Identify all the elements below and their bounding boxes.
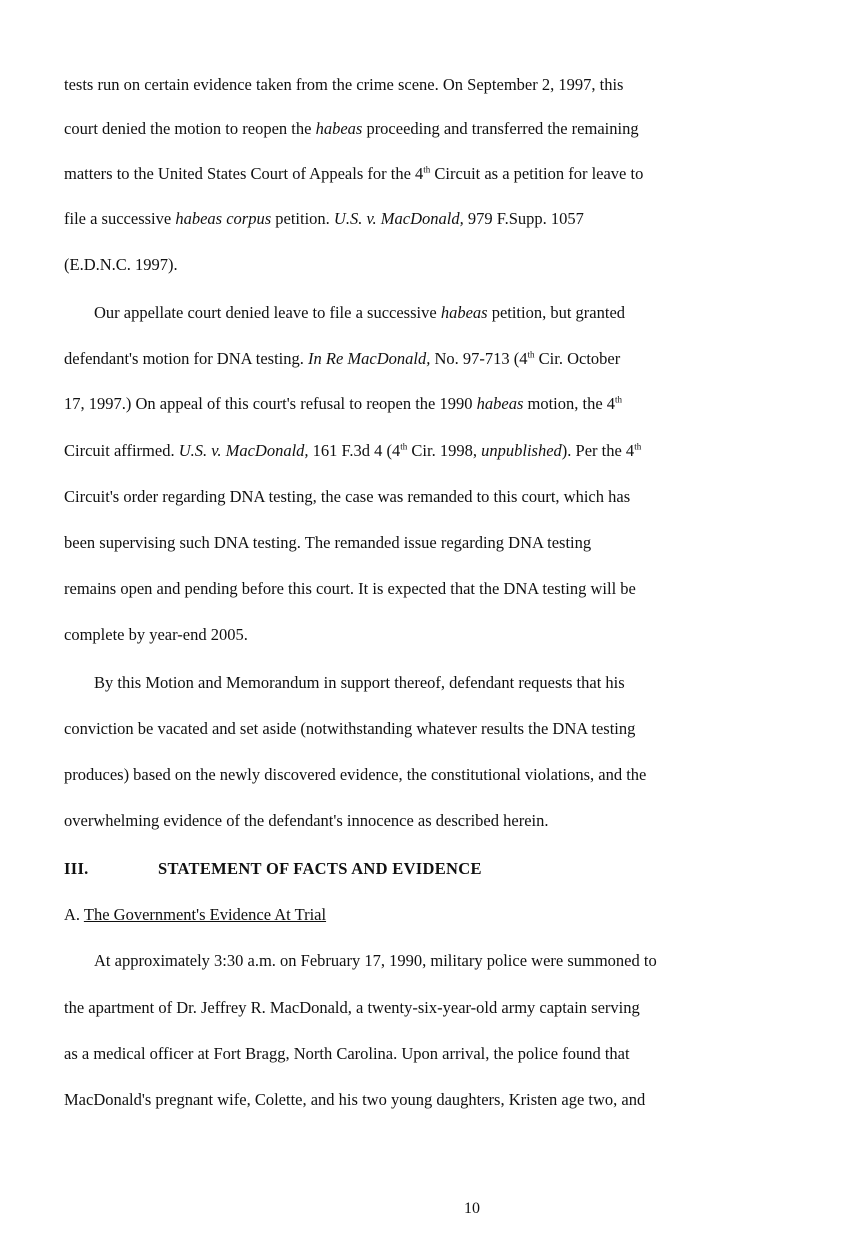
section-title: STATEMENT OF FACTS AND EVIDENCE	[158, 859, 482, 878]
text: court denied the motion to reopen the	[64, 119, 316, 138]
text: Circuit affirmed.	[64, 441, 179, 460]
text: tests run on certain evidence taken from the crime scene. On September 2, 1997, this	[64, 75, 624, 94]
italic-term: habeas	[440, 303, 488, 322]
text: the apartment of Dr. Jeffrey R. MacDonald, a twenty-six-year-old army captain serving	[64, 998, 640, 1017]
p2-line-1	[94, 302, 625, 324]
text: conviction be vacated and set aside (notwithstanding whatever results the DNA testing	[64, 719, 636, 738]
p2-line-7	[64, 578, 636, 600]
page-number: 10	[464, 1200, 480, 1217]
section-heading	[64, 858, 482, 880]
case-citation: U.S. v. MacDonald,	[333, 209, 464, 228]
ordinal-superscript: th	[423, 164, 431, 175]
text: overwhelming evidence of the defendant's innocence as described herein.	[64, 811, 549, 830]
p2-line-6	[64, 532, 591, 554]
text: remains open and pending before this court. It is expected that the DNA testing will be	[64, 579, 636, 598]
p1-line-5	[64, 254, 178, 276]
p4-line-1	[94, 950, 657, 972]
case-citation: In Re MacDonald,	[308, 349, 431, 368]
p1-line-3	[64, 163, 643, 185]
p3-line-1	[94, 672, 625, 694]
text: Our appellate court denied leave to file a successive	[94, 303, 441, 322]
subsection-letter: A.	[64, 905, 84, 924]
p1-line-2	[64, 118, 639, 140]
p1-line-1	[64, 74, 623, 96]
subsection-title: The Government's Evidence At Trial	[83, 905, 327, 924]
p3-line-3	[64, 764, 646, 786]
text: as a medical officer at Fort Bragg, North Carolina. Upon arrival, the police found that	[64, 1044, 630, 1063]
text: At approximately 3:30 a.m. on February 17, 1990, military police were summoned to	[94, 951, 657, 970]
text: Cir. 1998,	[407, 441, 482, 460]
p2-line-4	[64, 440, 641, 462]
text: been supervising such DNA testing. The remanded issue regarding DNA testing	[64, 533, 592, 552]
p2-line-2	[64, 348, 620, 370]
text: (E.D.N.C. 1997).	[64, 255, 178, 274]
ordinal-superscript: th	[527, 349, 535, 360]
text: petition.	[271, 209, 334, 228]
italic-term: habeas corpus	[175, 209, 272, 228]
text: 161 F.3d 4 (4	[308, 441, 401, 460]
ordinal-superscript: th	[634, 441, 642, 452]
text: Circuit as a petition for leave to	[430, 164, 644, 183]
italic-term: habeas	[476, 394, 524, 413]
ordinal-superscript: th	[615, 394, 623, 405]
p2-line-3	[64, 393, 622, 415]
text: 979 F.Supp. 1057	[463, 209, 584, 228]
text: file a successive	[64, 209, 176, 228]
text: No. 97-713 (4	[430, 349, 528, 368]
section-number: III.	[64, 859, 89, 878]
p4-line-2	[64, 997, 640, 1019]
text: 17, 1997.) On appeal of this court's refusal to reopen the 1990	[64, 394, 477, 413]
p2-line-5	[64, 486, 630, 508]
p3-line-4	[64, 810, 548, 832]
ordinal-superscript: th	[400, 441, 408, 452]
italic-term: unpublished	[481, 441, 562, 460]
text: MacDonald's pregnant wife, Colette, and his two young daughters, Kristen age two, and	[64, 1090, 646, 1109]
text: complete by year-end 2005.	[64, 625, 248, 644]
text: motion, the 4	[523, 394, 616, 413]
subsection-heading	[64, 904, 326, 926]
text: Circuit's order regarding DNA testing, the case was remanded to this court, which has	[64, 487, 631, 506]
case-citation: U.S. v. MacDonald,	[178, 441, 309, 460]
text: proceeding and transferred the remaining	[362, 119, 639, 138]
p3-line-2	[64, 718, 635, 740]
text: defendant's motion for DNA testing.	[64, 349, 309, 368]
p4-line-4	[64, 1089, 645, 1111]
p4-line-3	[64, 1043, 630, 1065]
text: petition, but granted	[487, 303, 626, 322]
text: By this Motion and Memorandum in support thereof, defendant requests that his	[94, 673, 625, 692]
p1-line-4	[64, 208, 584, 230]
text: ). Per the 4	[561, 441, 635, 460]
text: produces) based on the newly discovered evidence, the constitutional violations, and the	[64, 765, 647, 784]
text: matters to the United States Court of Appeals for the 4	[64, 164, 424, 183]
text: Cir. October	[534, 349, 621, 368]
p2-line-8	[64, 624, 248, 646]
italic-term: habeas	[315, 119, 363, 138]
